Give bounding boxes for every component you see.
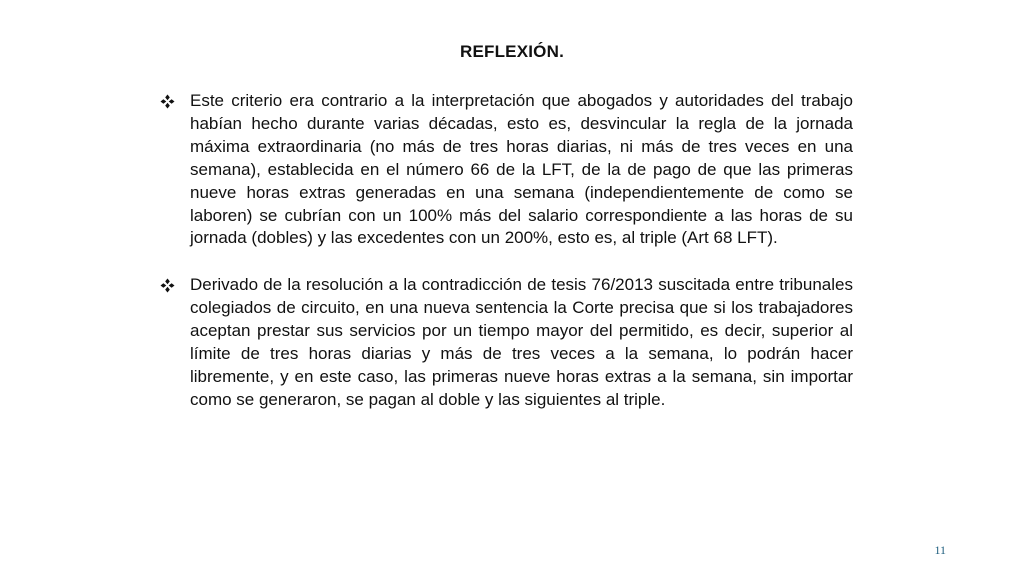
four-diamond-bullet-icon [160,94,175,109]
bullet-text-2: Derivado de la resolución a la contradicción de tesis 76/2013 suscitada entre tribunales colegiados de circuito, en una nueva sentencia la Corte precisa que si los trabajadores aceptan prestar sus servicios por un tiempo mayor del permitido, es decir, superior al límite de tres horas diarias y más de tres veces a la semana, lo podrán hacer libremente, y en este caso, las primeras nueve horas extras a la semana, sin importar como se generaron, se pagan al doble y las siguientes al triple. [190,275,853,409]
page-number: 11 [934,543,946,557]
slide-title: REFLEXIÓN. [459,42,564,61]
bullet-item-2 [160,274,853,411]
bullet-list [160,90,853,412]
bullet-text-1: Este criterio era contrario a la interpretación que abogados y autoridades del trabajo habían hecho durante varias décadas, esto es, desvincular la regla de la jornada máxima extraordinaria (no más de tres horas diarias, ni más de tres veces en una semana), establecida en el número 66 de la LFT, de la de pago de que las primeras nueve horas extras generadas en una semana (independientemente de como se laboren) se cubrían con un 100% más del salario correspondiente a las horas de su jornada (dobles) y las excedentes con un 200%, esto es, al triple (Art 68 LFT). [190,91,853,248]
four-diamond-bullet-icon [160,278,175,293]
bullet-item-1 [160,90,853,250]
